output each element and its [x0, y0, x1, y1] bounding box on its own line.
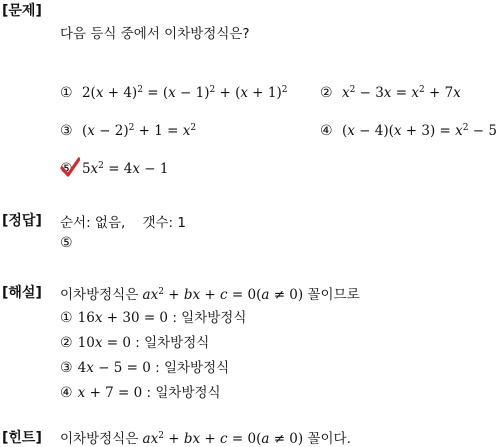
option-number: ③ [60, 123, 73, 139]
option-4[interactable] [320, 120, 497, 139]
option-2[interactable] [320, 82, 461, 101]
line-label: : 일차방정식 [130, 335, 210, 351]
option-number: ② [320, 85, 333, 101]
line-expression: 10x = 0 [77, 335, 131, 351]
check-icon [60, 156, 80, 178]
option-3[interactable] [60, 120, 196, 139]
explanation-intro-formula: $ax^2$ + bx + c = 0(a ≠ 0) [142, 287, 304, 303]
question-text: 다음 등식 중에서 이차방정식은? [60, 26, 250, 42]
line-label: : 일차방정식 [150, 360, 230, 376]
line-number: ③ [60, 360, 73, 376]
option-number: ④ [320, 123, 333, 139]
line-number: ② [60, 335, 73, 351]
explanation-intro-suffix: 꼴이므로 [303, 287, 360, 303]
answer-tag: [정답] [2, 213, 42, 229]
line-expression: x + 7 = 0 [77, 385, 143, 401]
line-number: ① [60, 310, 73, 326]
option-expression: $2(x + 4)^2 = (x - 1)^2 + (x + 1)^2$ [77, 85, 288, 101]
line-number: ④ [60, 385, 73, 401]
option-expression: $5x^2 = 4x - 1$ [77, 161, 169, 177]
hint-formula: $ax^2$ + bx + c = 0(a ≠ 0) [142, 431, 304, 447]
hint-prefix: 이차방정식은 [60, 431, 143, 447]
explanation-line-4 [60, 381, 221, 401]
explanation-tag: [해설] [2, 285, 42, 301]
line-expression: 16x + 30 = 0 [77, 310, 169, 326]
problem-tag: [문제] [2, 3, 42, 19]
option-number: ① [60, 85, 73, 101]
explanation-intro [60, 283, 360, 303]
option-expression: $(x - 2)^2 + 1 = x^2$ [77, 123, 197, 139]
explanation-line-3 [60, 356, 229, 376]
explanation-line-2 [60, 331, 209, 351]
option-expression: $x^2 - 3x = x^2 + 7x$ [341, 85, 461, 101]
option-1[interactable] [60, 82, 287, 101]
option-number: ⑤ [60, 161, 73, 177]
option-expression: $(x - 4)(x + 3) = x^2 - 5$ [337, 123, 497, 139]
answer-meta: 순서: 없음, 갯수: 1 [60, 215, 186, 231]
hint-suffix: 꼴이다. [303, 431, 351, 447]
answer-value: ⑤ [60, 235, 73, 251]
explanation-intro-prefix: 이차방정식은 [60, 287, 143, 303]
hint-tag: [힌트] [2, 430, 42, 446]
hint-text [60, 427, 351, 447]
line-label: : 일차방정식 [168, 310, 247, 326]
line-label: : 일차방정식 [142, 385, 221, 401]
explanation-line-1 [60, 306, 246, 326]
line-expression: 4x − 5 = 0 [77, 360, 151, 376]
